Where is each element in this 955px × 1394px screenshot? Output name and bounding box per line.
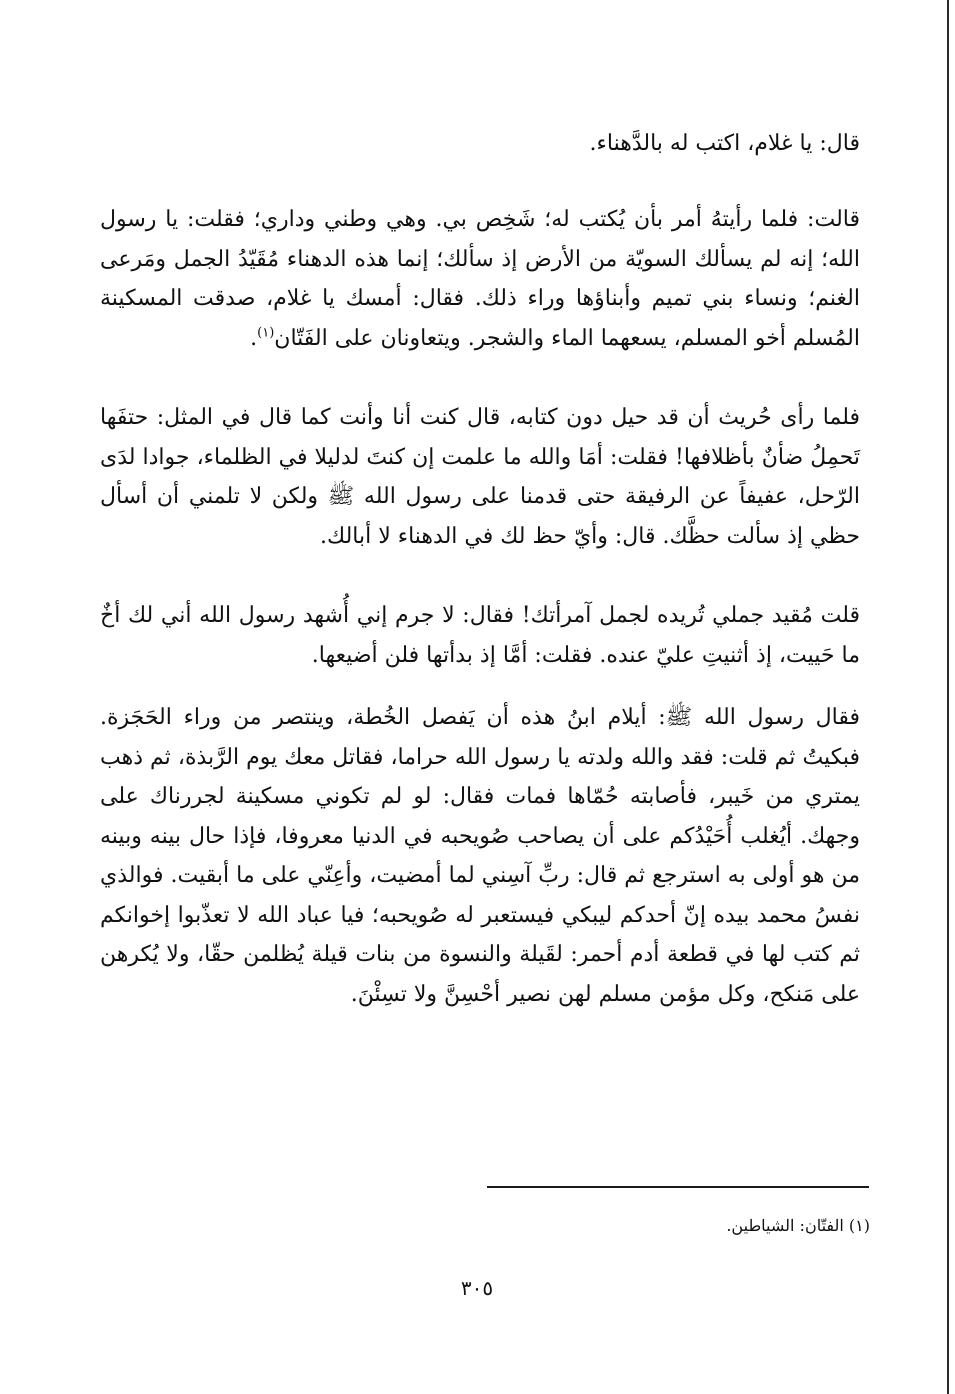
page-number: ٣٠٥ — [460, 1276, 494, 1300]
paragraph-4-text: قلت مُقيد جملي تُريده لجمل آمرأتك! فقال: لا جرم إني أُشهد رسول الله أني لك أخٌ ما حَييت، إذ أثنيتِ عليّ عنده. فقلت: أمَّا إذ بدأتها فلن أضيعها. — [100, 603, 860, 668]
page-edge-line — [947, 0, 949, 1394]
footnote-number: (١) — [848, 1216, 870, 1235]
footnote-separator — [487, 1186, 869, 1188]
footnote-text: الفتّان: الشياطين. — [726, 1216, 844, 1235]
paragraph-2 — [100, 200, 860, 358]
paragraph-3 — [100, 398, 860, 556]
paragraph-1 — [100, 124, 860, 164]
paragraph-5 — [100, 698, 860, 1014]
paragraph-2-text: قالت: فلما رأيتهُ أمر بأن يُكتب له؛ شَخِص بي. وهي وطني وداري؛ فقلت: يا رسول الله؛ إنه لم يسألك السويّة من الأرض إذ سألك؛ إنما هذه الدهناء مُقَيّدُ الجمل ومَرعى الغنم؛ ونساء بني تميم وأبناؤها وراء ذلك. فقال: أمسك يا غلام، صدقت المسكينة المُسلم أخو المسلم، يسعهما الماء والشجر. ويتعاونان على الفَتّان — [100, 207, 860, 351]
paragraph-3-text: فلما رأى حُريث أن قد حيل دون كتابه، قال كنت أنا وأنت كما قال في المثل: حتفَها تَحمِلُ ضأنٌ بأظلافها! فقلت: أمَا والله ما علمت إن كنتَ لدليلا في الظلماء، جوادا لدَى الرّحل، عفيفاً عن الرفيقة حتى قدمنا على رسول الله ﷺ ولكن لا تلمني أن أسأل حظي إذ سألت حظَّك. قال: وأيّ حظ لك في الدهناء لا أبالك. — [100, 405, 860, 549]
paragraph-2-tail: . — [250, 325, 258, 351]
paragraph-4 — [100, 596, 860, 675]
paragraph-5-text: فقال رسول الله ﷺ: أيلام ابنُ هذه أن يَفصل الخُطة، وينتصر من وراء الحَجَزة. فبكيتُ ثم قلت: فقد والله ولدته يا رسول الله حراما، فقاتل معك يوم الرَّبذة، ثم ذهب يمتري من خَيبر، فأصابته حُمّاها فمات فقال: لو لم تكوني مسكينة لجررناك على وجهك. أيُغلب أُحَيْدُكم على أن يصاحب صُويحبه في الدنيا معروفا، فإذا حال بينه وبينه من هو أولى به استرجع ثم قال: ربِّ آسِني لما أمضيت، وأعِنّي على ما أبقيت. فوالذي نفسُ محمد بيده إنّ أحدكم ليبكي فيستعبر له صُويحبه؛ فيا عباد الله لا تعذّبوا إخوانكم ثم كتب لها في قطعة أدم أحمر: لقَيلة والنسوة من بنات قيلة يُظلمن حقّا، ولا يُكرهن على مَنكح، وكل مؤمن مسلم لهن نصير أحْسِنَّ ولا تسِئْنَ. — [100, 705, 860, 1007]
paragraph-1-text: قال: يا غلام، اكتب له بالدَّهناء. — [589, 131, 860, 156]
footnote-reference: (١) — [257, 325, 275, 341]
footnote — [480, 1214, 870, 1238]
